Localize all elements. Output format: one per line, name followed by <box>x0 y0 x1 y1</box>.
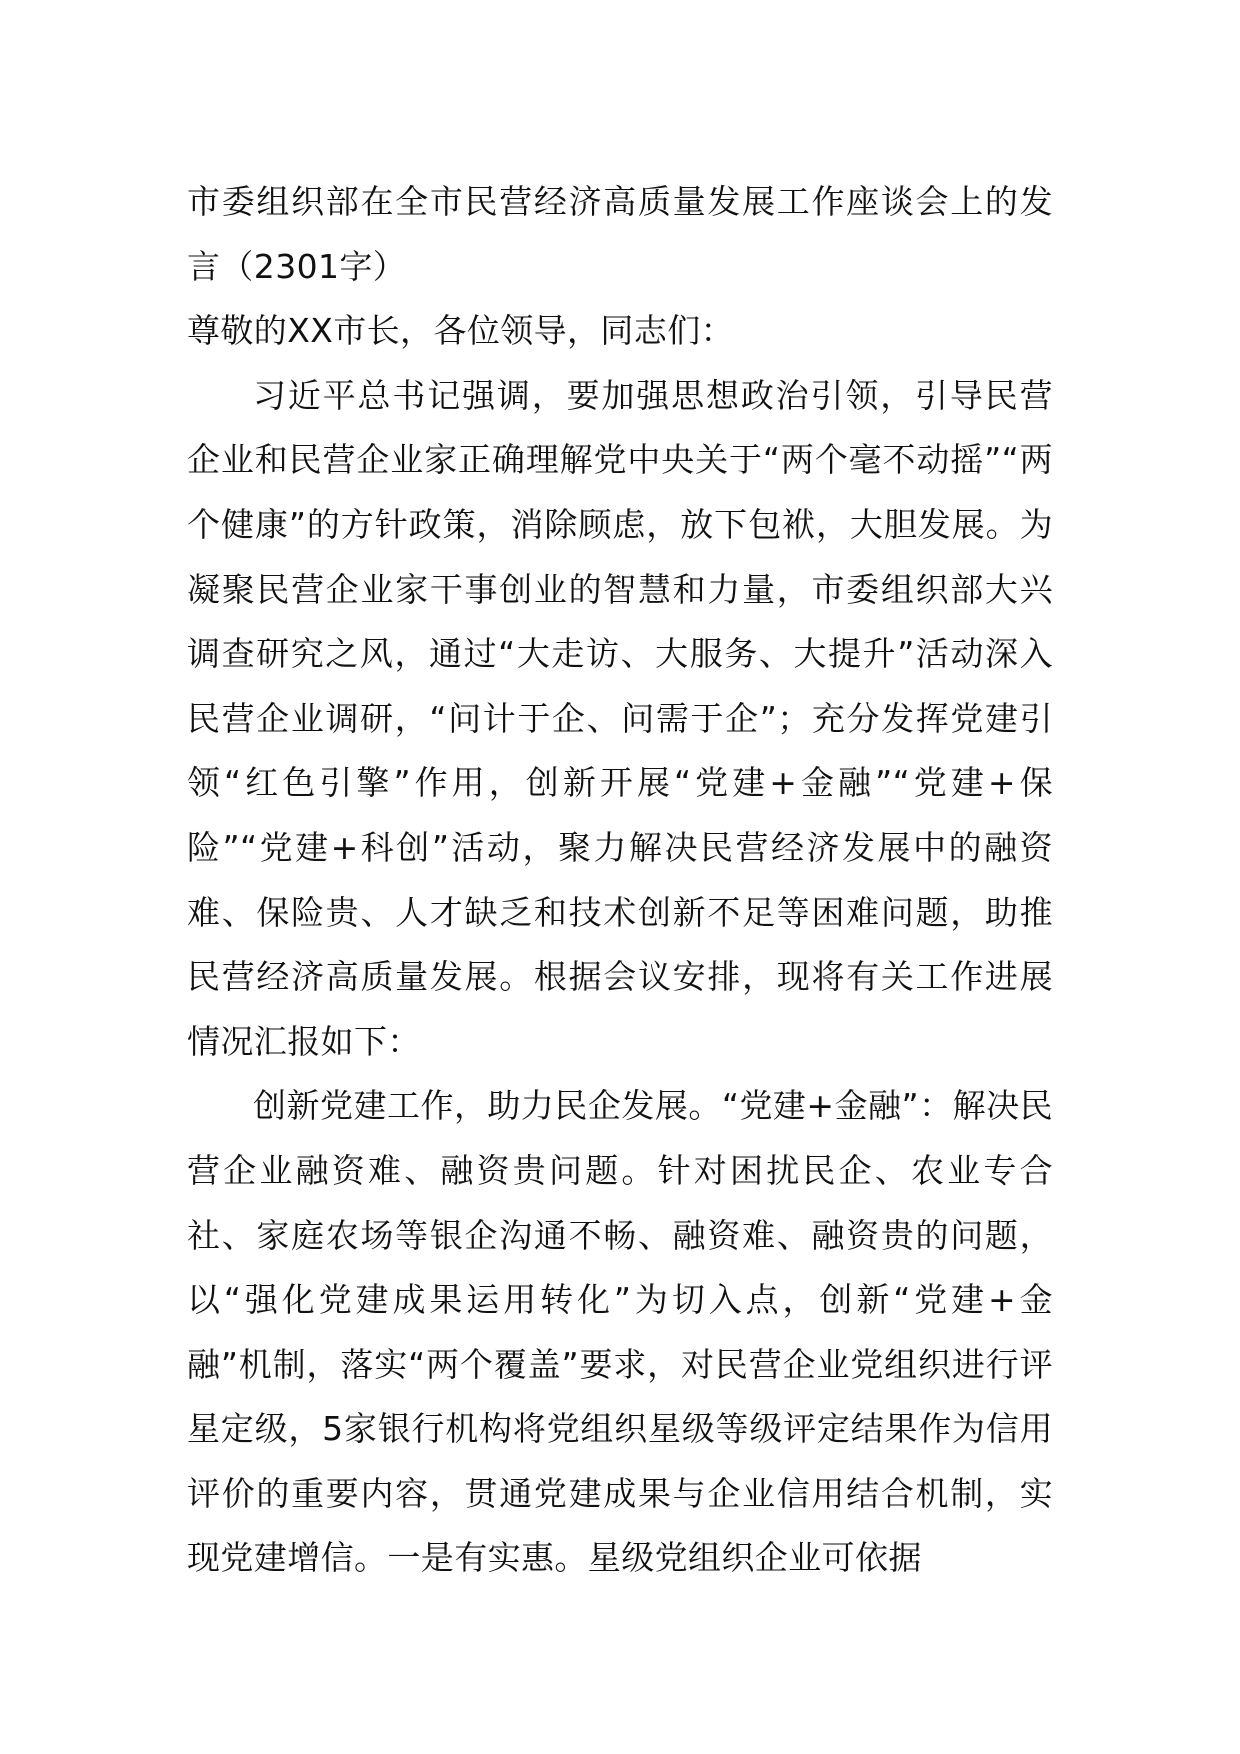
salutation: 尊敬的XX市长，各位领导，同志们： <box>187 311 735 351</box>
paragraph-party-finance: 创新党建工作，助力民企发展。“党建+金融”：解决民营企业融资难、融资贵问题。针对困扰民企、农业专合社、家庭农场等银企沟通不畅、融资难、融资贵的问题，以“强化党建成果运用转化”为切入点，创新“党建+金融”机制，落实“两个覆盖”要求，对民营企业党组织进行评星定级，5家银行机构将党组织星级等级评定结果作为信用评价的重要内容，贯通党建成果与企业信用结合机制，实现党建增信。一是有实惠。星级党组织企业可依据 <box>187 1086 1053 1578</box>
document-title: 市委组织部在全市民营经济高质量发展工作座谈会上的发言（2301字） <box>187 182 1053 286</box>
paragraph-intro: 习近平总书记强调，要加强思想政治引领，引导民营企业和民营企业家正确理解党中央关于“两个毫不动摇”“两个健康”的方针政策，消除顾虑，放下包袱，大胆发展。为凝聚民营企业家干事创业的智慧和力量，市委组织部大兴调查研究之风，通过“大走访、大服务、大提升”活动深入民营企业调研，“问计于企、问需于企”；充分发挥党建引领“红色引擎”作用，创新开展“党建+金融”“党建+保险”“党建+科创”活动，聚力解决民营经济发展中的融资难、保险贵、人才缺乏和技术创新不足等困难问题，助推民营经济高质量发展。根据会议安排，现将有关工作进展情况汇报如下： <box>187 375 1053 1061</box>
document-body <box>187 170 1053 1591</box>
